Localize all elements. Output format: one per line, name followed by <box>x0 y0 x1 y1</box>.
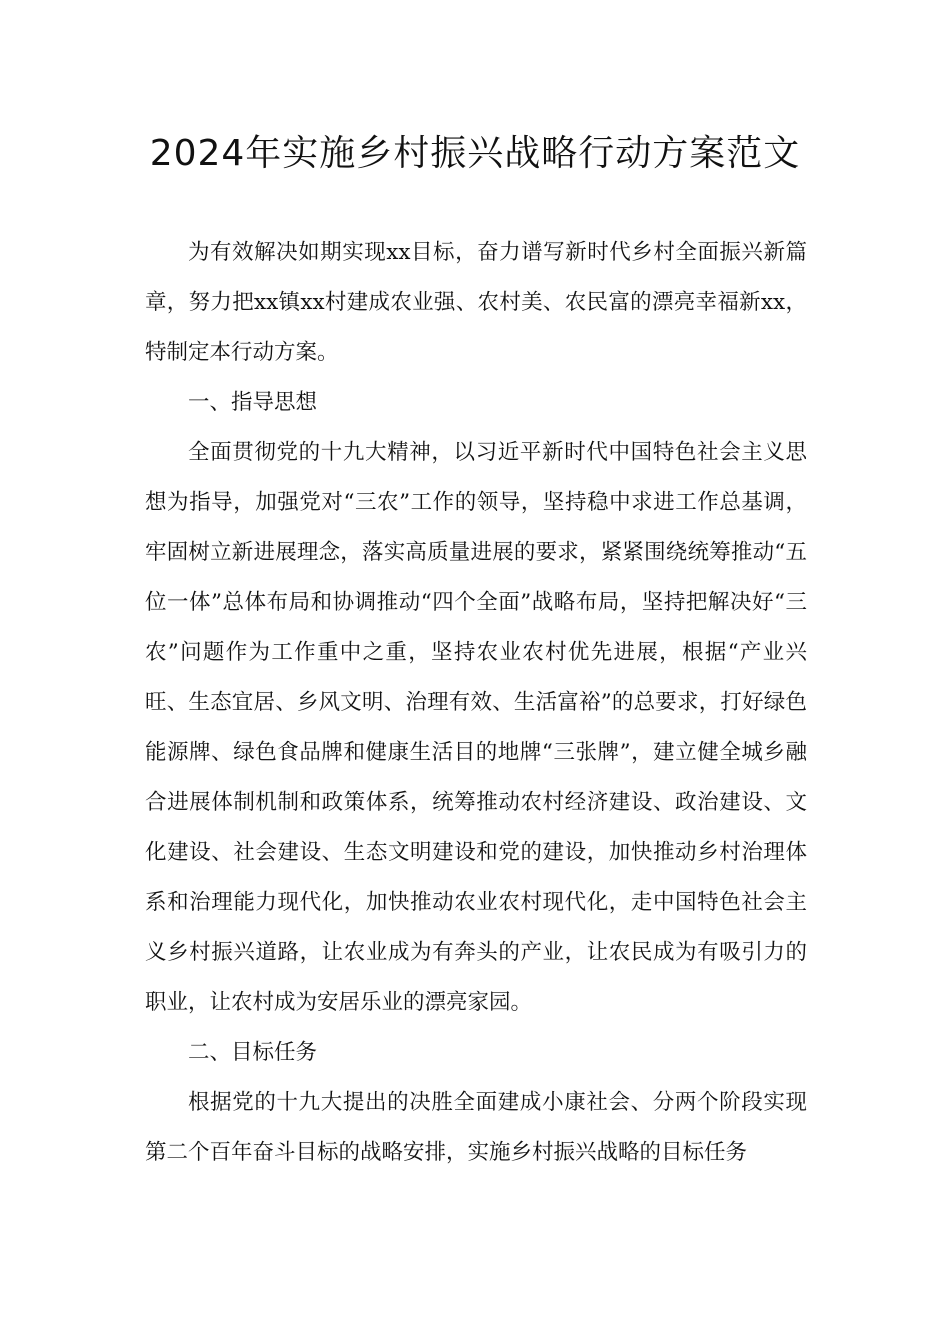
section-heading-goals-tasks: 二、目标任务 <box>188 1040 318 1065</box>
guiding-ideology-paragraph: 全面贯彻党的十九大精神，以习近平新时代中国特色社会主义思想为指导，加强党对“三农”工作的领导，坚持稳中求进工作总基调，牢固树立新进展理念，落实高质量进展的要求，紧紧围绕统筹推动“五位一体”总体布局和协调推动“四个全面”战略布局，坚持把解决好“三农”问题作为工作重中之重，坚持农业农村优先进展，根据“产业兴旺、生态宜居、乡风文明、治理有效、生活富裕”的总要求，打好绿色能源牌、绿色食品牌和健康生活目的地牌“三张牌”，建立健全城乡融合进展体制机制和政策体系，统筹推动农村经济建设、政治建设、文化建设、社会建设、生态文明建设和党的建设，加快推动乡村治理体系和治理能力现代化，加快推动农业农村现代化，走中国特色社会主义乡村振兴道路，让农业成为有奔头的产业，让农民成为有吸引力的职业，让农村成为安居乐业的漂亮家园。 <box>145 440 807 1015</box>
intro-paragraph: 为有效解决如期实现xx目标，奋力谱写新时代乡村全面振兴新篇章，努力把xx镇xx村建成农业强、农村美、农民富的漂亮幸福新xx，特制定本行动方案。 <box>145 240 807 365</box>
document-title: 2024年实施乡村振兴战略行动方案范文 <box>149 133 801 174</box>
section-heading-guiding-ideology: 一、指导思想 <box>188 390 318 415</box>
goals-tasks-paragraph: 根据党的十九大提出的决胜全面建成小康社会、分两个阶段实现第二个百年奋斗目标的战略安排，实施乡村振兴战略的目标任务 <box>145 1090 807 1165</box>
document-body <box>145 228 807 1178</box>
